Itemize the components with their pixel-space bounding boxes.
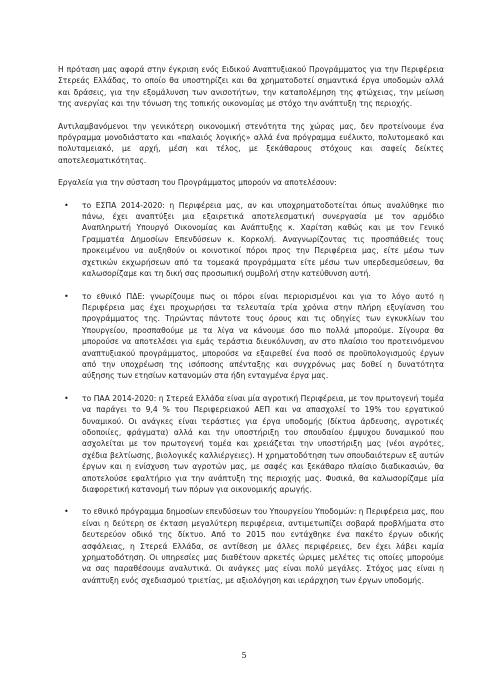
page-number: 5: [241, 651, 247, 660]
context-paragraph: Αντιλαμβανόμενοι την γενικότερη οικονομική στενότητα της χώρας μας, δεν προτείνουμε ένα πρόγραμμα μονοδιάστατο και «παλαιός λογικής» αλλά ένα πρόγραμμα ευέλικτο, πολυτομεακό και πολυταμειακό, με αρχή, μέση και τέλος, με ξεκάθαρους στόχους και σαφείς δείκτες αποτελεσματικότητας.: [58, 121, 444, 165]
document-body: [58, 64, 444, 597]
list-item-text: το εθνικό ΠΔΕ: γνωρίζουμε πως οι πόροι είναι περιορισμένοι και για το λόγο αυτό η Περιφέρεια μας έχει προχωρήσει τα τελευταία τρία χρόνια στην πλήρη εξυγίανση του προγράμματος της. Τηρώντας πάντοτε τους όρους και τις οδηγίες των εγκυκλίων του Υπουργείου, προσπαθούμε με τα λίγα να κάνουμε όσο πιο πολλά μπορούμε. Σίγουρα θα μπορούσε να αποτελέσει για εμάς τεράστια διευκόλυνση, αν στο πλαίσιο του προτεινόμενου αναπτυξιακού προγράμματος, μπορούσε να εξαιρεθεί ένα ποσό σε προϋπολογισμούς έργων από την υποχρέωση της ισόποσης απένταξης και συγχρόνως μας δοθεί η δυνατότητα αύξησης των ετησίων κατανομών στα ήδη ενταγμένα έργα μας.: [82, 291, 444, 381]
tools-intro-paragraph: Εργαλεία για την σύσταση του Προγράμματος μπορούν να αποτελέσουν:: [58, 178, 337, 188]
bullet-icon: •: [64, 200, 69, 210]
intro-paragraph: Η πρόταση μας αφορά στην έγκριση ενός Ειδικού Αναπτυξιακού Προγράμματος για την Περιφέρεια Στερεάς Ελλάδας, το οποίο θα υποστηρίζει και θα χρηματοδοτεί σημαντικά έργα υποδομών αλλά και δράσεις, για την εξομάλυνση των ανισοτήτων, την καταπολέμηση της φτώχειας, την μείωση της ανεργίας και την τόνωση της τοπικής οικονομίας με στόχο την ανάπτυξη της περιοχής.: [58, 65, 444, 109]
list-item-paa: [58, 393, 444, 496]
list-item-infrastructure: [58, 506, 444, 586]
bullet-icon: •: [64, 393, 69, 403]
funding-tools-list: [58, 200, 444, 587]
list-item-text: το ΠΑΑ 2014-2020: η Στερεά Ελλάδα είναι μία αγροτική Περιφέρεια, με τον πρωτογενή τομέα να παράγει το 9,4 % του Περιφερειακού ΑΕΠ και να απασχολεί το 19% του εργατικού δυναμικού. Οι ανάγκες είναι τεράστιες για έργα υποδομής (δίκτυα άρδευσης, αγροτικές οδοποιίες, φράγματα) αλλά και την υποστήριξη του σπουδαίου έμψυχου δυναμικού που ασχολείται με τον πρωτογενή τομέα και χρειάζεται την υποστήριξη μας (νέοι αγρότες, σχέδια βελτίωσης, βιολογικές καλλιέργειες). Η χρηματοδότηση των σπουδαιότερων εξ αυτών έργων και η ενίσχυση των αγροτών μας, με σαφές και ξεκάθαρο πλαίσιο διαδικασιών, θα αποτελούσε εφαλτήριο για την ανάπτυξη της περιοχής μας. Φυσικά, θα καλωσορίζαμε μία διαφορετική κατανομή των πόρων για οικονομικής αρωγής.: [82, 393, 444, 494]
bullet-icon: •: [64, 507, 69, 517]
list-item-espa: [58, 200, 444, 280]
list-item-text: το εθνικό πρόγραμμα δημοσίων επενδύσεων του Υπουργείου Υποδομών: η Περιφέρεια μας, που είναι η δεύτερη σε έκταση μεγαλύτερη περιφέρεια, αντιμετωπίζει σοβαρά προβλήματα στο δευτερεύον οδικό της δίκτυο. Από το 2015 που εντάχθηκε ένα πακέτο έργων οδικής ασφάλειας, η Στερεά Ελλάδα, σε αντίθεση με άλλες περιφέρειες, δεν έχει λάβει καμία χρηματοδότηση. Οι υπηρεσίες μας διαθέτουν αρκετές ώριμες μελέτες τις οποίες μπορούμε να σας παραθέσουμε αναλυτικά. Οι ανάγκες μας είναι πολύ μεγάλες. Στόχος μας είναι η ανάπτυξη ενός σχεδιασμού τριετίας, με αξιολόγηση και ιεράρχηση των έργων υποδομής.: [82, 507, 444, 585]
list-item-text: το ΕΣΠΑ 2014-2020: η Περιφέρεια μας, αν και υποχρηματοδοτείται όπως αναλύθηκε πιο πάνω, έχει αναπτύξει μια εξαιρετικά αποτελεσματική συνεργασία με τον αρμόδιο Αναπληρωτή Υπουργό Οικονομίας και Ανάπτυξης κ. Χαρίτση καθώς και με τον Γενικό Γραμματέα Δημοσίων Επενδύσεων κ. Κορκολή. Αναγνωρίζοντας τις προσπάθειές τους προκειμένου να αυξηθούν οι κοινοτικοί πόροι προς την Περιφέρεια μας, είτε μέσω των σχετικών εκχωρήσεων από τα τομεακά προγράμματα είτε μέσω των υπερδεσμεύσεων, θα καλωσορίζαμε και τη δική σας προσωπική συμβολή στην κατεύθυνση αυτή.: [82, 200, 444, 279]
bullet-icon: •: [64, 291, 69, 301]
list-item-pde: [58, 291, 444, 382]
